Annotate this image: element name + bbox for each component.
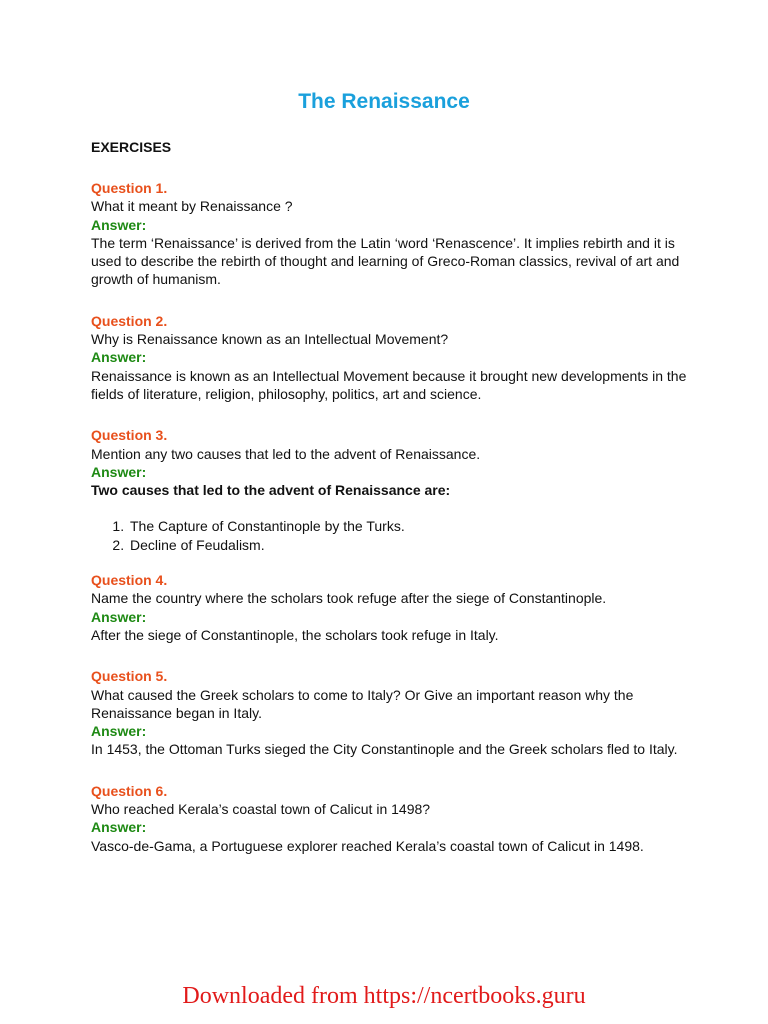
answer-label: Answer: — [91, 349, 147, 366]
answer-text: The term ‘Renaissance’ is derived from the Latin ‘word ‘Renascence’. It implies rebirth and it is used to describe the rebirth of thought and learning of Greco-Roman classics, revival of art and growth of humanism. — [91, 234, 680, 288]
answer-label: Answer: — [91, 216, 147, 233]
answer-label: Answer: — [91, 463, 147, 480]
question-text: What it meant by Renaissance ? — [91, 198, 293, 215]
answer-label: Answer: — [91, 608, 147, 625]
question-block-5 — [91, 667, 691, 758]
document-content — [91, 136, 691, 855]
question-label: Question 5. — [91, 668, 168, 685]
question-label: Question 3. — [91, 427, 168, 444]
question-block-1 — [91, 179, 691, 289]
question-label: Question 6. — [91, 782, 168, 799]
question-block-6 — [91, 782, 691, 855]
question-text: Mention any two causes that led to the advent of Renaissance. — [91, 445, 481, 462]
list-item: 2. Decline of Feudalism. — [128, 536, 691, 554]
question-block-2 — [91, 312, 691, 403]
footer-download-text: Downloaded from https://ncertbooks.guru — [182, 983, 586, 1009]
page-title: The Renaissance — [298, 90, 470, 113]
question-block-4 — [91, 571, 691, 644]
answer-text: Vasco-de-Gama, a Portuguese explorer reached Kerala’s coastal town of Calicut in 1498. — [91, 837, 644, 854]
answer-text: In 1453, the Ottoman Turks sieged the City Constantinople and the Greek scholars fled to Italy. — [91, 741, 678, 758]
answer-label: Answer: — [91, 723, 147, 740]
question-text: What caused the Greek scholars to come to Italy? Or Give an important reason why the Renaissance began in Italy. — [91, 686, 634, 721]
answer-text: After the siege of Constantinople, the scholars took refuge in Italy. — [91, 626, 499, 643]
causes-list — [91, 517, 691, 554]
question-label: Question 1. — [91, 180, 168, 196]
answer-text: Renaissance is known as an Intellectual Movement because it brought new developments in the fields of literature, religion, philosophy, politics, art and science. — [91, 367, 687, 402]
section-heading: EXERCISES — [91, 139, 172, 155]
question-label: Question 4. — [91, 572, 168, 589]
question-block-3 — [91, 426, 691, 554]
question-text: Who reached Kerala’s coastal town of Calicut in 1498? — [91, 801, 431, 818]
answer-heading: Two causes that led to the advent of Renaissance are: — [91, 482, 451, 499]
question-label: Question 2. — [91, 312, 168, 329]
answer-label: Answer: — [91, 819, 147, 836]
list-item: 1. The Capture of Constantinople by the Turks. — [128, 517, 691, 535]
question-text: Name the country where the scholars took refuge after the siege of Constantinople. — [91, 590, 607, 607]
question-text: Why is Renaissance known as an Intellectual Movement? — [91, 331, 449, 348]
